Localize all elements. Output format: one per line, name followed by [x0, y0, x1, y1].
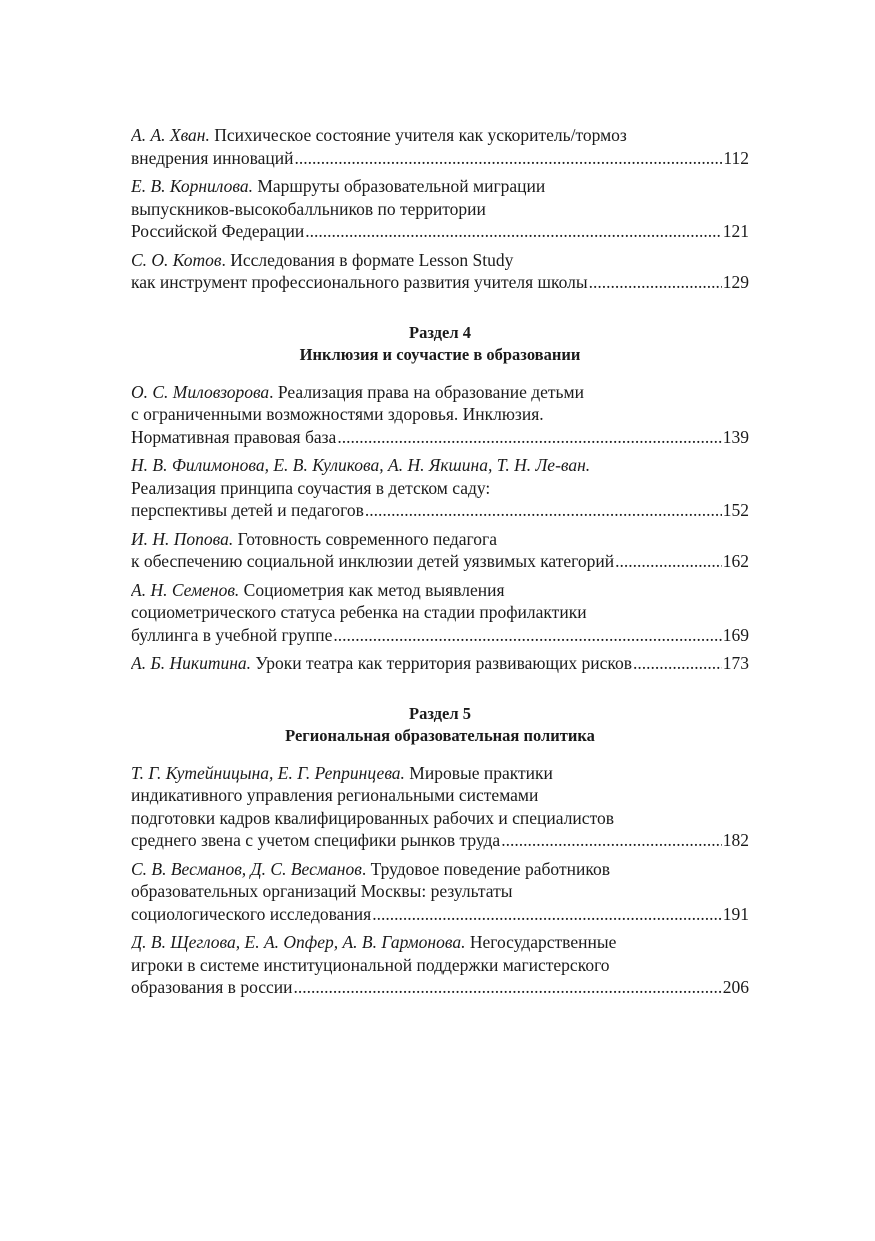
toc-entry-text [131, 499, 364, 522]
toc-entry-line [131, 198, 749, 221]
toc-entry-authors: Е. В. Корнилова. [131, 176, 253, 196]
dot-leader [615, 550, 722, 573]
toc-entry-line [131, 528, 749, 551]
toc-entry-text [131, 652, 632, 675]
toc-entry-line [131, 499, 749, 522]
toc-entry-title: Нормативная правовая база [131, 426, 337, 447]
toc-entry-authors: С. О. Котов [131, 249, 222, 270]
toc-entry-text [131, 903, 371, 926]
toc-entry-title: . Реализация права на образование детьми [269, 381, 584, 402]
dot-leader [589, 271, 722, 294]
toc-entry-line [131, 271, 749, 294]
toc-entry-line [131, 858, 749, 881]
toc-entry-authors: Д. В. Щеглова, Е. А. Опфер, А. В. Гармонова. [131, 932, 466, 952]
entries-top [131, 124, 749, 294]
toc-entry [131, 528, 749, 573]
toc-entry [131, 579, 749, 647]
toc-entry-authors: А. Б. Никитина. [131, 653, 252, 673]
toc-entry-title: среднего звена с учетом специфики рынков труда [131, 830, 501, 850]
toc-entry-text [131, 624, 332, 647]
section-5-title: Региональная образовательная политика [285, 725, 595, 745]
toc-entry [131, 454, 749, 522]
toc-entry-title: выпускников-высокобалльников по территории [131, 198, 486, 219]
toc-entry [131, 175, 749, 243]
toc-entry-page-number: 152 [722, 500, 749, 520]
toc-entry-title: игроки в системе институциональной поддержки магистерского [131, 954, 610, 975]
toc-entry-line [131, 249, 749, 272]
toc-entry-authors: С. В. Весманов, Д. С. Весманов [131, 858, 362, 879]
toc-entry-page-number: 169 [722, 624, 749, 645]
toc-entry [131, 124, 749, 169]
toc-entry-line [131, 784, 749, 807]
toc-entry-line [131, 762, 749, 785]
section-4-heading [131, 322, 749, 366]
toc-entry-title: как инструмент профессионального развития учителя школы [131, 272, 588, 292]
toc-entry-page-number: 182 [722, 830, 749, 850]
toc-entry-text [131, 976, 293, 999]
dot-leader [501, 829, 722, 852]
toc-entry-line [131, 976, 749, 999]
toc-entry-line [131, 954, 749, 977]
dot-leader [305, 220, 721, 243]
toc-entry-line [131, 477, 749, 500]
toc-entry-line [131, 880, 749, 903]
dot-leader [365, 499, 722, 522]
toc-entry-authors: Т. Г. Кутейницына, Е. Г. Репринцева. [131, 762, 405, 783]
toc-entry-authors: О. С. Миловзорова [131, 381, 270, 402]
toc-entry-text [131, 220, 304, 243]
toc-entry [131, 249, 749, 294]
toc-entry-title: подготовки кадров квалифицированных рабочих и специалистов [131, 807, 614, 828]
toc-entry-title: . Исследования в формате Lesson Study [221, 249, 514, 270]
toc-entry-line [131, 807, 749, 830]
toc-entry-title: . Трудовое поведение работников [361, 858, 610, 879]
toc-entry-text [131, 426, 336, 449]
toc-entry-title: Российской Федерации [131, 221, 305, 241]
toc-entry-line [131, 175, 749, 198]
toc-entry-text [131, 829, 500, 852]
toc-entry-line [131, 403, 749, 426]
toc-entry-title: Готовность современного педагога [233, 528, 497, 549]
toc-entry-page-number: 112 [723, 147, 749, 168]
toc-entry-title: Психическое состояние учителя как ускоритель/тормоз [209, 125, 627, 145]
toc-entry-title: Маршруты образовательной миграции [252, 176, 546, 196]
toc-entry-page-number: 173 [722, 653, 749, 673]
section-4-number: Раздел 4 [409, 322, 471, 342]
toc-entry-line [131, 124, 749, 147]
toc-entry-line [131, 220, 749, 243]
toc-entry-text [131, 147, 293, 170]
section-5-number: Раздел 5 [409, 703, 471, 723]
toc-entry-title: Социометрия как метод выявления [239, 579, 505, 600]
toc-entry-title: индикативного управления региональными системами [131, 785, 539, 805]
toc-entry-line [131, 381, 749, 404]
toc-entry-title: Мировые практики [404, 762, 553, 783]
toc-entry-title: перспективы детей и педагогов [131, 500, 364, 520]
toc-entry [131, 858, 749, 926]
toc-entry-title: образования в россии [131, 977, 293, 997]
toc-entry-page-number: 206 [722, 977, 749, 997]
section-4-entries [131, 381, 749, 675]
section-5-entries [131, 762, 749, 999]
toc-entry-authors: А. А. Хван. [131, 125, 210, 145]
toc-entry-line [131, 579, 749, 602]
toc-entry-line [131, 652, 749, 675]
toc-entry-authors: И. Н. Попова. [131, 528, 234, 549]
toc-entry-authors: Н. В. Филимонова, Е. В. Куликова, А. Н. Якшина, Т. Н. Ле-ван. [131, 455, 591, 475]
toc-entry-title: к обеспечению социальной инклюзии детей уязвимых категорий [131, 551, 615, 571]
toc-entry-line [131, 903, 749, 926]
toc-entry-title: с ограниченными возможностями здоровья. Инклюзия. [131, 404, 544, 424]
toc-entry-line [131, 624, 749, 647]
table-of-contents [131, 124, 749, 1005]
dot-leader [333, 624, 721, 647]
toc-entry-page-number: 121 [722, 221, 749, 241]
toc-entry-title: буллинга в учебной группе [131, 624, 333, 645]
toc-entry-title: Реализация принципа соучастия в детском саду: [131, 477, 491, 498]
toc-entry-title: Уроки театра как территория развивающих рисков [251, 653, 632, 673]
dot-leader [294, 976, 722, 999]
toc-entry [131, 931, 749, 999]
toc-entry-line [131, 931, 749, 954]
toc-entry-line [131, 147, 749, 170]
dot-leader [294, 147, 722, 170]
section-5-heading [131, 703, 749, 747]
toc-entry-line [131, 829, 749, 852]
toc-entry-title: внедрения инноваций [131, 147, 294, 168]
toc-entry-page-number: 191 [722, 903, 749, 924]
toc-entry-line [131, 454, 749, 477]
toc-entry-line [131, 426, 749, 449]
toc-entry-line [131, 601, 749, 624]
dot-leader [337, 426, 721, 449]
section-4-title: Инклюзия и соучастие в образовании [299, 344, 581, 364]
toc-entry [131, 381, 749, 449]
toc-entry-title: Негосударственные [465, 932, 617, 952]
toc-entry-title: социометрического статуса ребенка на стадии профилактики [131, 602, 587, 622]
dot-leader [633, 652, 722, 675]
toc-entry-title: социологического исследования [131, 903, 372, 924]
toc-entry-authors: А. Н. Семенов. [131, 579, 240, 600]
toc-entry-text [131, 271, 588, 294]
dot-leader [372, 903, 722, 926]
toc-entry-page-number: 162 [722, 551, 749, 571]
toc-entry [131, 762, 749, 852]
toc-entry-title: образовательных организаций Москвы: результаты [131, 881, 513, 901]
toc-entry-line [131, 550, 749, 573]
toc-entry-text [131, 550, 614, 573]
toc-entry-page-number: 139 [722, 426, 749, 447]
toc-entry [131, 652, 749, 675]
toc-entry-page-number: 129 [722, 272, 749, 292]
